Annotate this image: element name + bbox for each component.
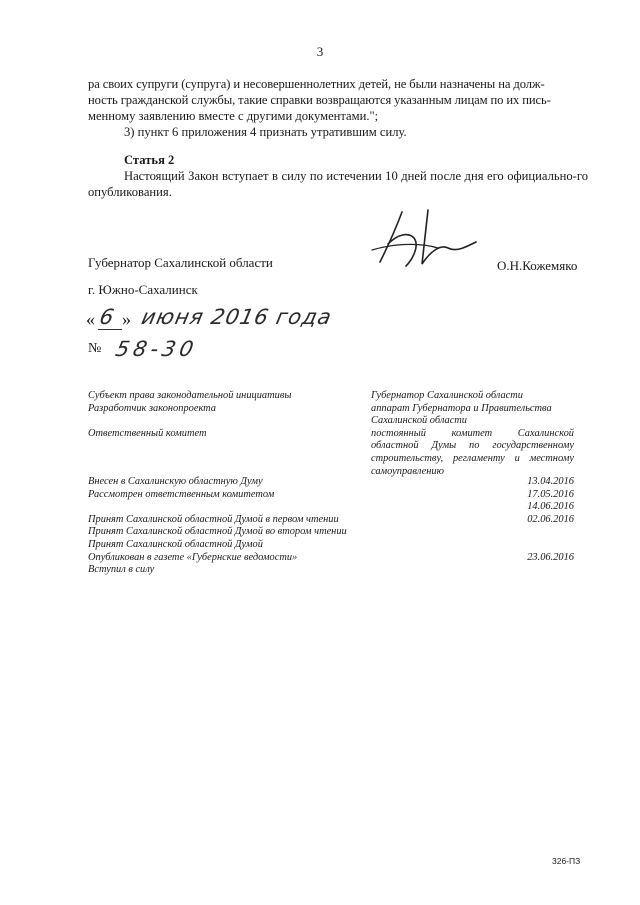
stage-label: Внесен в Сахалинскую областную Думу xyxy=(88,476,263,487)
number-symbol: № xyxy=(88,341,102,356)
legislative-left-spacer xyxy=(88,415,348,428)
document-code: 326-ПЗ xyxy=(552,856,581,866)
signature-image xyxy=(368,204,480,274)
responsible-committee: постоянный комитет Сахалинской областной Думы по государственному строительству, регламенту и местному самоуправлению xyxy=(371,427,574,477)
stage-row xyxy=(88,501,574,514)
stage-row xyxy=(88,476,574,489)
date-day: 6 xyxy=(97,305,117,329)
stage-row xyxy=(88,514,574,527)
stage-row xyxy=(88,552,574,565)
stage-label: Принят Сахалинской областной Думой в первом чтении xyxy=(88,513,339,525)
legislative-left-column xyxy=(88,390,348,440)
point-3: 3) пункт 6 приложения 4 признать утратившим силу. xyxy=(124,125,407,139)
legislative-left-line-4: Ответственный комитет xyxy=(88,427,207,439)
legislative-right-column xyxy=(371,390,574,478)
continuation-line-2: ность гражданской службы, такие справки возвращаются указанным лицам по их пись- xyxy=(88,93,551,107)
number-value: 58-30 xyxy=(113,337,200,361)
stage-label: Принят Сахалинской областной Думой xyxy=(88,538,263,550)
date-close-quote: » xyxy=(122,309,131,329)
stage-label: Вступил в силу xyxy=(88,564,155,576)
date-month-year: июня 2016 года xyxy=(139,305,335,329)
stage-row xyxy=(88,539,574,552)
article-2-text: Настоящий Закон вступает в силу по истечении 10 дней после дня его официально-го опубликования. xyxy=(88,169,588,199)
stages-list xyxy=(88,476,574,577)
date-open-quote: « xyxy=(86,309,95,329)
stage-label: Рассмотрен ответственным комитетом xyxy=(88,488,275,500)
stage-date: 13.04.2016 xyxy=(527,476,574,487)
stage-date: 02.06.2016 xyxy=(527,513,574,525)
place-of-signing: г. Южно-Сахалинск xyxy=(88,282,198,297)
legislative-left-line-2: Разработчик законопроекта xyxy=(88,402,216,414)
stage-row xyxy=(88,489,574,502)
article-2-heading: Статья 2 xyxy=(124,153,175,167)
governor-name: О.Н.Кожемяко xyxy=(497,258,578,273)
date-day-underline xyxy=(98,329,122,330)
page-number: 3 xyxy=(316,44,324,59)
stage-label: Принят Сахалинской областной Думой во втором чтении xyxy=(88,526,347,538)
stage-row xyxy=(88,564,574,577)
continuation-paragraph xyxy=(88,76,588,124)
continuation-line-3: менному заявлению вместе с другими документами."; xyxy=(88,109,379,123)
stage-date: 14.06.2016 xyxy=(527,501,574,513)
signing-date xyxy=(86,305,335,335)
legislative-left-line-1: Субъект права законодательной инициативы xyxy=(88,390,292,401)
developer-line-2: Сахалинской области xyxy=(371,415,468,427)
stage-label: Опубликован в газете «Губернские ведомости» xyxy=(88,551,298,563)
stage-date: 17.05.2016 xyxy=(527,488,574,500)
stage-row xyxy=(88,526,574,539)
continuation-line-1: ра своих супруги (супруга) и несовершеннолетних детей, не были назначены на долж- xyxy=(88,77,545,91)
governor-position: Губернатор Сахалинской области xyxy=(88,255,273,270)
developer-line-1: аппарат Губернатора и Правительства xyxy=(371,402,552,414)
initiator: Губернатор Сахалинской области xyxy=(371,390,523,401)
law-number xyxy=(88,337,248,367)
stage-date: 23.06.2016 xyxy=(527,551,574,563)
